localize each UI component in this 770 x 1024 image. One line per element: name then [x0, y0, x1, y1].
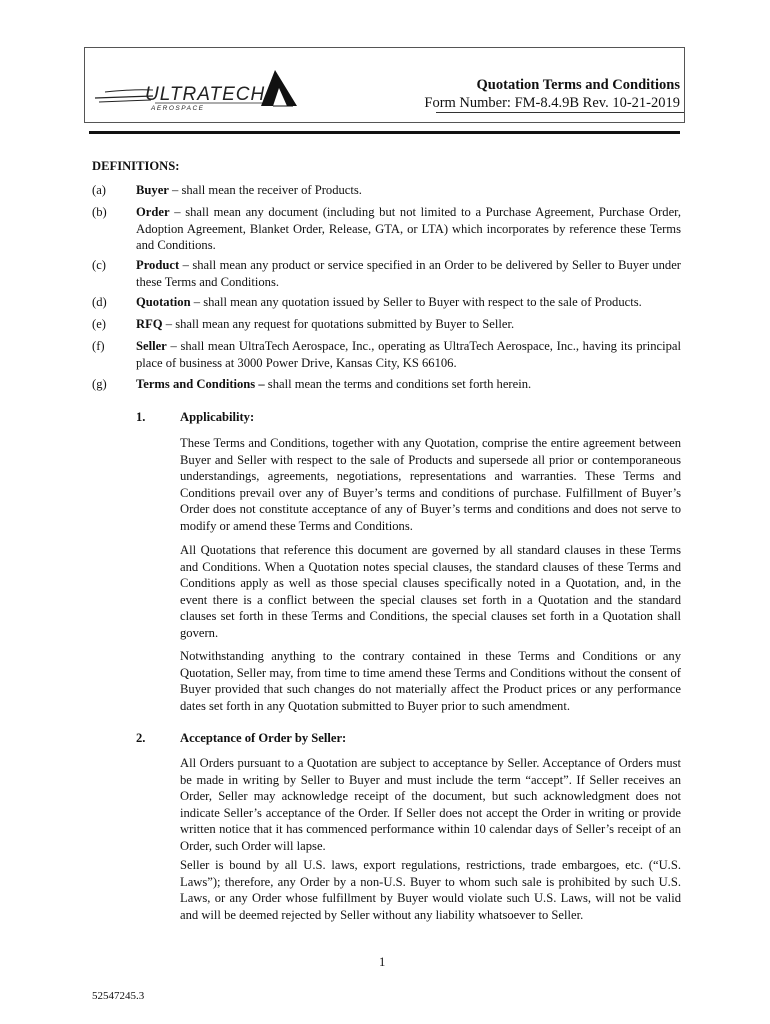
definition-seller: Seller – shall mean UltraTech Aerospace, Inc., operating as UltraTech Aerospace, Inc., having its principal place of business at 3000 Power Drive, Kansas City, KS 66106.	[136, 339, 681, 370]
document-id: 52547245.3	[92, 990, 145, 1002]
document-title: Quotation Terms and Conditions	[476, 77, 680, 93]
definition-terms-and-conditions: Terms and Conditions – shall mean the terms and conditions set forth herein.	[136, 377, 532, 391]
definition-label: (c)	[92, 258, 106, 272]
acceptance-paragraph-2: Seller is bound by all U.S. laws, export regulations, restrictions, trade embargoes, etc. (“U.S. Laws”); therefore, any Order by a non-U.S. Buyer to whom such sale is prohibited by such U.S. Laws, or any Order whose fulfillment by Buyer would violate such U.S. Laws, will not be valid and will be deemed rejected by Seller without any liability whatsoever to Seller.	[180, 858, 681, 922]
header-divider	[436, 112, 684, 113]
definition-quotation: Quotation – shall mean any quotation issued by Seller to Buyer with respect to the sale of Products.	[136, 295, 642, 309]
definition-label: (e)	[92, 317, 106, 331]
definition-label: (b)	[92, 205, 107, 219]
section-title-acceptance: Acceptance of Order by Seller:	[180, 731, 347, 745]
section-title-applicability: Applicability:	[180, 410, 255, 424]
definitions-heading: DEFINITIONS:	[92, 159, 180, 173]
definition-order: Order – shall mean any document (including but not limited to a Purchase Agreement, Purchase Order, Adoption Agreement, Blanket Order, Release, GTA, or LTA) which incorporates by reference these Terms and Conditions.	[136, 205, 681, 252]
page-number: 1	[379, 955, 386, 969]
applicability-paragraph-2: All Quotations that reference this document are governed by all standard clauses in these Terms and Conditions. When a Quotation notes special clauses, the standard clauses of these Terms and Conditions apply as well as those special clauses specifically noted in a Quotation, and, in the event there is a conflict between the special clauses set forth in a Quotation and the standard clauses set forth in these Terms and Conditions, the special clauses set forth in a Quotation shall govern.	[180, 543, 681, 640]
applicability-paragraph-1: These Terms and Conditions, together with any Quotation, comprise the entire agreement between Buyer and Seller with respect to the sale of Products and supersede all prior or contemporaneous understandings, agreements, negotiations, representations and warranties. These Terms and Conditions prevail over any of Buyer’s terms and conditions of purchase. Fulfillment of Buyer’s Order does not constitute acceptance of any of Buyer’s terms and conditions and does not serve to modify or amend these Terms and Conditions.	[180, 436, 681, 533]
logo-subtext: AEROSPACE	[151, 105, 205, 112]
definition-label: (d)	[92, 295, 107, 309]
applicability-paragraph-3: Notwithstanding anything to the contrary contained in these Terms and Conditions or any Quotation, Seller may, from time to time amend these Terms and Conditions without the consent of Buyer provided that such changes do not materially affect the Product prices or any performance dates set forth in any Quotation submitted to Buyer prior to such amendment.	[180, 649, 681, 713]
definition-rfq: RFQ – shall mean any request for quotations submitted by Buyer to Seller.	[136, 317, 515, 331]
definition-label: (g)	[92, 377, 107, 391]
header-box	[84, 47, 685, 123]
acceptance-paragraph-1: All Orders pursuant to a Quotation are subject to acceptance by Seller. Acceptance of Orders must be made in writing by Seller to Buyer and must include the term “accept”. If Seller receives an Order, Seller may acknowledge receipt of the document, but such acknowledgment does not indicate Seller’s acceptance of the Order. If Seller does not accept the Order in writing or provide written notice that it has commenced performance within 10 calendar days of Seller’s receipt of an Order, such Order will lapse.	[180, 756, 681, 853]
logo-wordmark: ULTRATECH	[145, 84, 266, 105]
ultratech-logo	[93, 56, 303, 114]
definition-product: Product – shall mean any product or service specified in an Order to be delivered by Seller to Buyer under these Terms and Conditions.	[136, 258, 681, 289]
section-number: 2.	[136, 731, 146, 745]
section-number: 1.	[136, 410, 146, 424]
header-rule	[89, 131, 680, 134]
definition-buyer: Buyer – shall mean the receiver of Products.	[136, 183, 362, 197]
definition-label: (a)	[92, 183, 106, 197]
definition-label: (f)	[92, 339, 105, 353]
form-number: Form Number: FM-8.4.9B Rev. 10-21-2019	[424, 95, 680, 111]
